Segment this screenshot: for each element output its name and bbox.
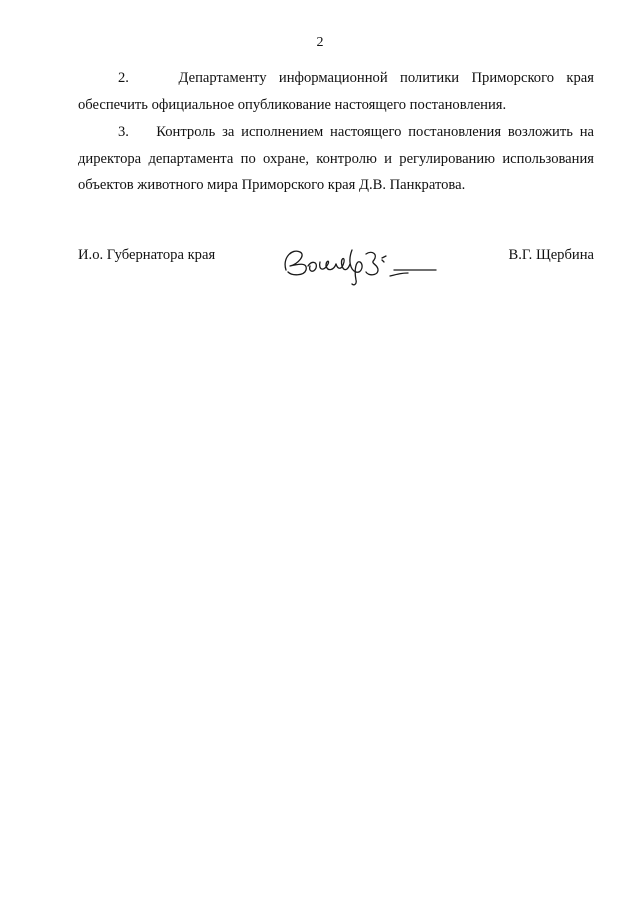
- paragraph-3-rest: директора департамента по охране, контролю и регулированию использования объектов животного мира Приморского края Д.В. Панкратова.: [78, 150, 594, 193]
- paragraph-2-first-line: 2. Департаменту информационной политики Приморского края: [118, 70, 594, 86]
- signer-title: И.о. Губернатора края: [78, 247, 216, 263]
- paragraph-2-rest: обеспечить официальное опубликование настоящего постановления.: [78, 96, 507, 113]
- handwritten-signature: [278, 240, 448, 288]
- document-body: [78, 65, 594, 200]
- paragraph-2: [78, 65, 594, 118]
- page-number: 2: [316, 35, 324, 50]
- paragraph-3-first-line: 3. Контроль за исполнением настоящего постановления возложить на: [118, 124, 594, 140]
- signer-name: В.Г. Щербина: [508, 247, 594, 263]
- paragraph-3: [78, 119, 594, 199]
- signature-block: [78, 240, 594, 300]
